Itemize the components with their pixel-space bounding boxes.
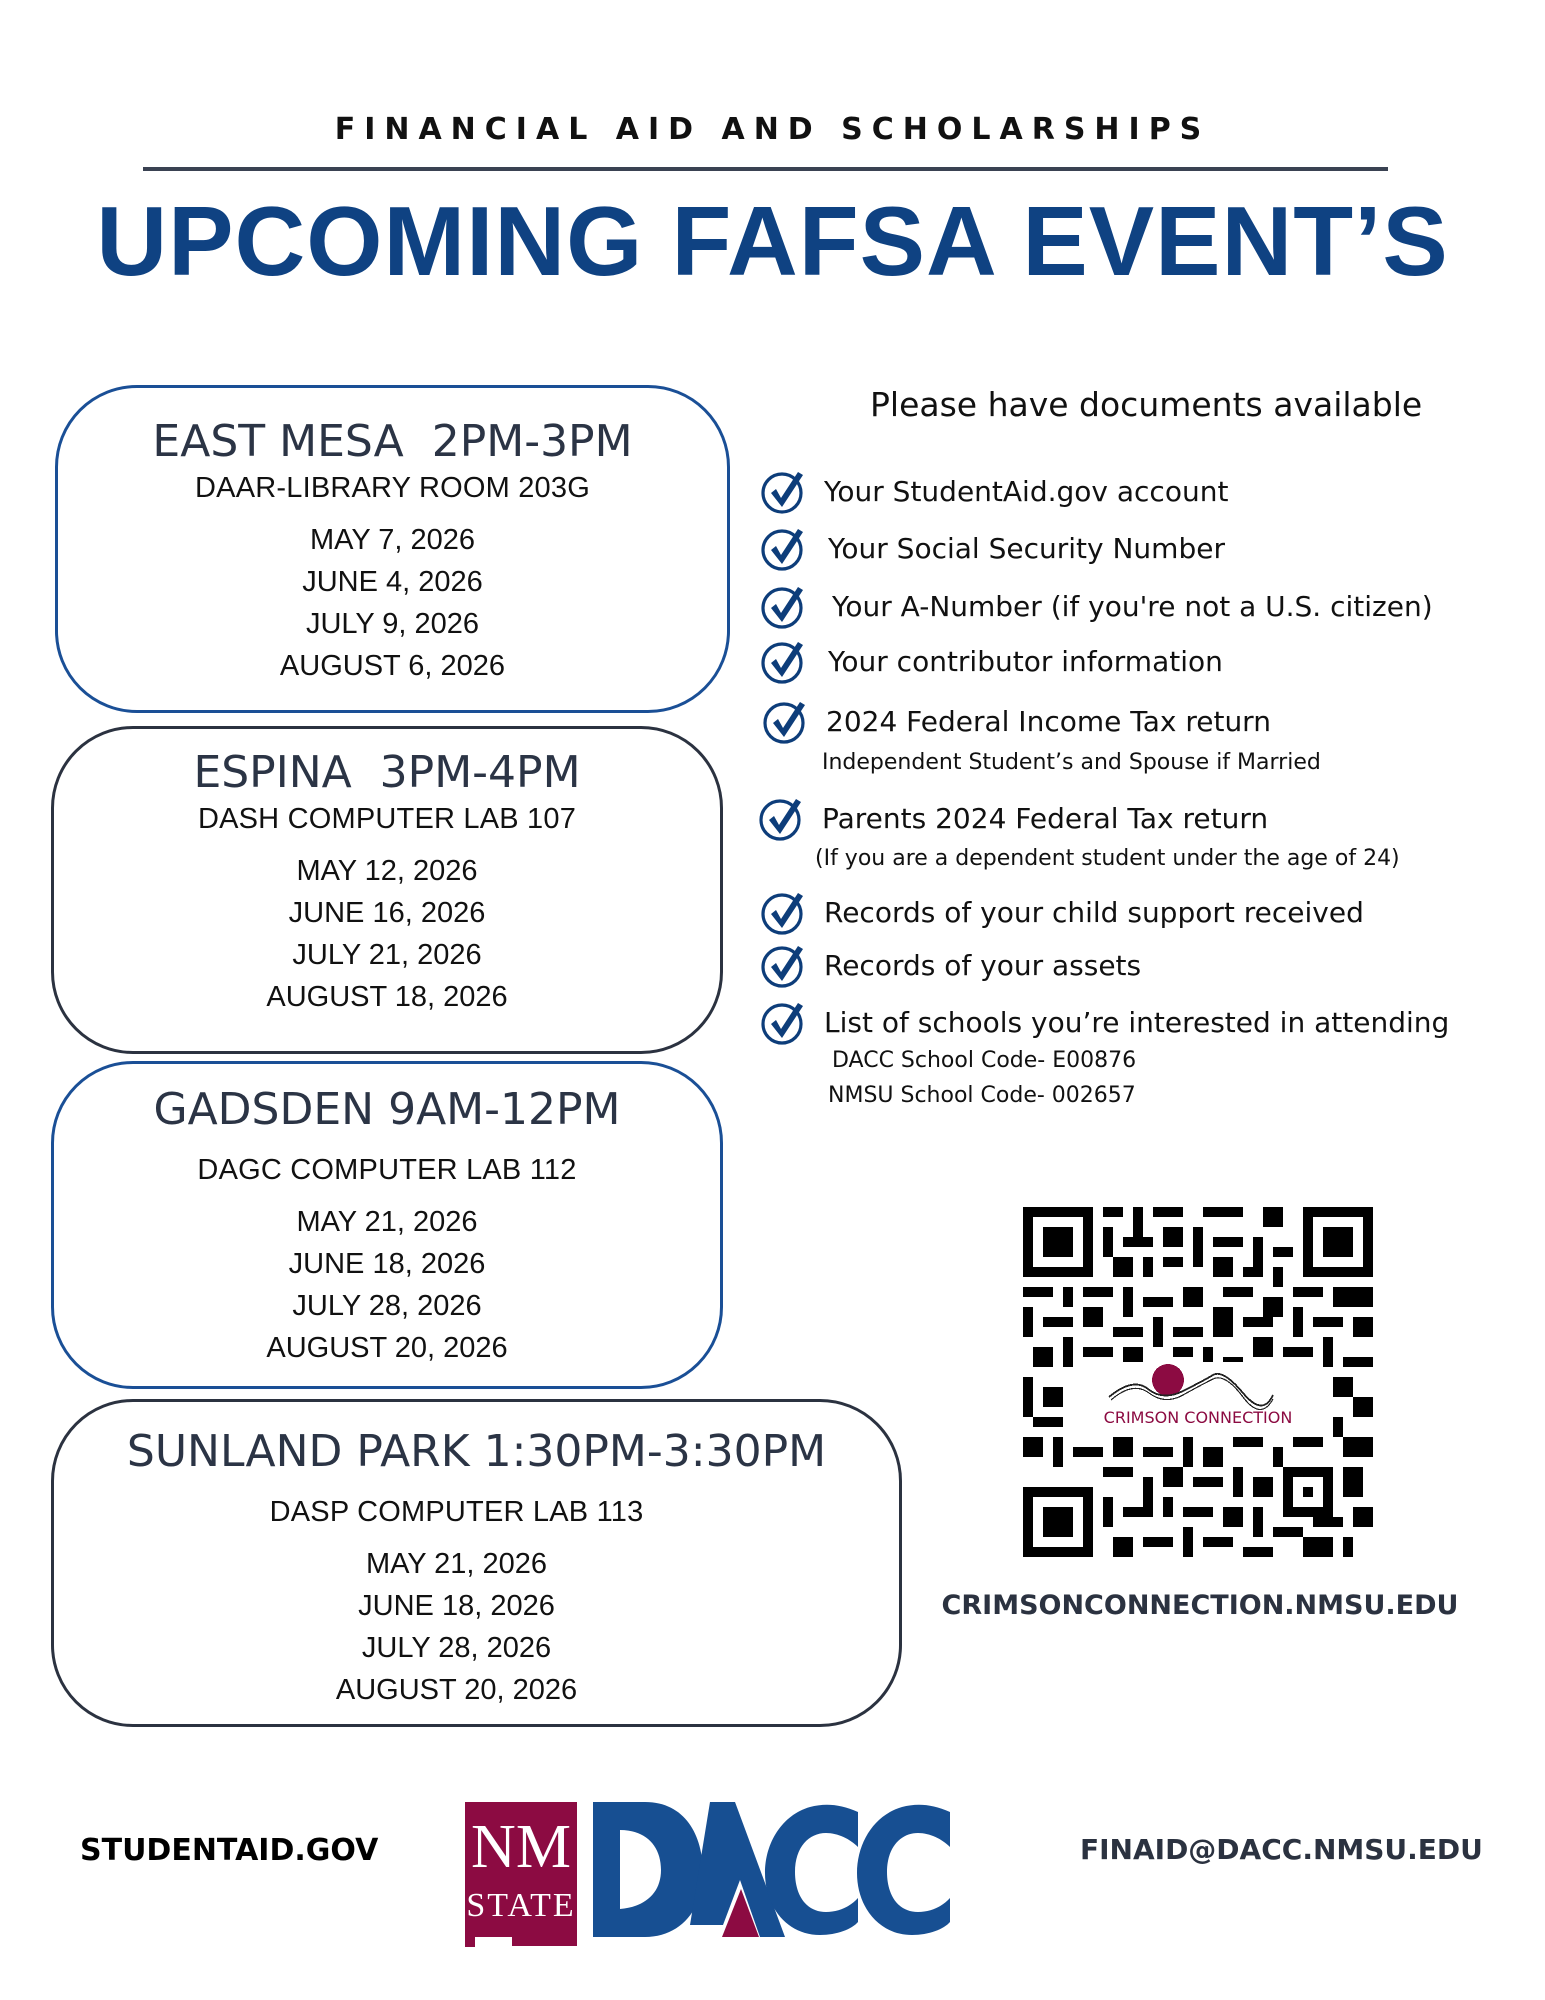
check-circle-icon [760,998,808,1046]
checklist-item [760,888,1364,936]
check-circle-icon [760,888,808,936]
dacc-wordmark-icon [593,1802,950,1937]
event-card-sunland-park [51,1399,902,1727]
event-room: DASP COMPUTER LAB 113 [269,1496,644,1529]
event-location-time: ESPINA 3PM-4PM [193,747,581,798]
event-dates [58,519,727,687]
check-circle-icon [758,794,806,842]
nm-state-logo-state: STATE [466,1887,576,1924]
checklist-label: Parents 2024 Federal Tax return [822,801,1269,835]
event-date: JUNE 18, 2026 [358,1590,555,1623]
checklist-item [760,941,1141,989]
header-divider [143,167,1388,171]
checklist-label: Your contributor information [828,644,1223,678]
event-date: JULY 28, 2026 [292,1290,482,1323]
check-circle-icon [762,697,810,745]
check-circle-icon [760,467,808,515]
checklist-label: Your A-Number (if you're not a U.S. citizen) [832,589,1433,623]
event-location-time: EAST MESA 2PM-3PM [152,416,633,467]
event-date: JUNE 4, 2026 [302,566,483,599]
crimson-connection-link[interactable]: CRIMSONCONNECTION.NMSU.EDU [941,1590,1459,1621]
checklist-note: (If you are a dependent student under the age of 24) [815,846,1400,871]
checklist-item [760,524,1225,572]
event-dates [54,850,720,1018]
checklist-label: Your Social Security Number [828,531,1225,565]
qr-code[interactable] [1023,1207,1373,1557]
checklist-label: Your StudentAid.gov account [824,474,1229,508]
documents-heading: Please have documents available [870,385,1423,424]
event-date: JULY 28, 2026 [361,1632,552,1665]
checklist-item [760,998,1449,1046]
event-room: DASH COMPUTER LAB 107 [197,803,577,836]
checklist-label: 2024 Federal Income Tax return [826,704,1271,738]
event-card-east-mesa [55,385,730,713]
event-date: AUGUST 20, 2026 [266,1332,508,1365]
checklist-item [760,582,1433,630]
crimson-connection-logo-text: CRIMSON CONNECTION [1103,1408,1293,1427]
checklist-item [758,794,1268,842]
checklist-item [760,637,1223,685]
event-date: JULY 21, 2026 [292,939,482,972]
check-circle-icon [760,941,808,989]
event-location-time: SUNLAND PARK 1:30PM-3:30PM [126,1426,827,1477]
nmsu-dacc-logo [460,1795,1060,1960]
event-date: AUGUST 6, 2026 [279,650,506,683]
school-code-dacc: DACC School Code- E00876 [832,1048,1137,1073]
event-date: JUNE 16, 2026 [288,897,486,930]
event-date: AUGUST 20, 2026 [335,1674,578,1707]
nm-state-logo-nm: NM [471,1813,571,1881]
qr-code-icon [1023,1207,1373,1557]
checklist-item [762,697,1271,745]
check-circle-icon [760,637,808,685]
checklist-item [760,467,1228,515]
event-date: MAY 7, 2026 [310,524,475,557]
event-dates [54,1201,720,1369]
event-date: JUNE 18, 2026 [288,1248,486,1281]
event-dates [54,1543,859,1711]
checklist-label: Records of your assets [824,948,1142,982]
kicker-heading: FINANCIAL AID AND SCHOLARSHIPS [334,112,1211,147]
checklist-label: Records of your child support received [824,895,1364,929]
checklist-label: List of schools you’re interested in attending [824,1005,1450,1039]
event-date: MAY 12, 2026 [296,855,478,888]
event-card-espina [51,726,723,1054]
page-title: UPCOMING FAFSA EVENT’S [96,186,1449,296]
event-date: AUGUST 18, 2026 [266,981,508,1014]
check-circle-icon [760,582,808,630]
event-date: JULY 9, 2026 [305,608,480,641]
checklist-note: Independent Student’s and Spouse if Married [822,750,1321,775]
check-circle-icon [760,524,808,572]
event-room: DAAR-LIBRARY ROOM 203G [195,472,590,505]
event-date: MAY 21, 2026 [365,1548,548,1581]
event-date: MAY 21, 2026 [296,1206,478,1239]
studentaid-link[interactable]: STUDENTAID.GOV [80,1833,379,1868]
school-code-nmsu: NMSU School Code- 002657 [828,1083,1136,1108]
event-card-gadsden [51,1061,723,1389]
finaid-email-link[interactable]: FINAID@DACC.NMSU.EDU [1080,1833,1483,1866]
event-location-time: GADSDEN 9AM-12PM [153,1084,621,1135]
event-room: DAGC COMPUTER LAB 112 [197,1154,577,1187]
